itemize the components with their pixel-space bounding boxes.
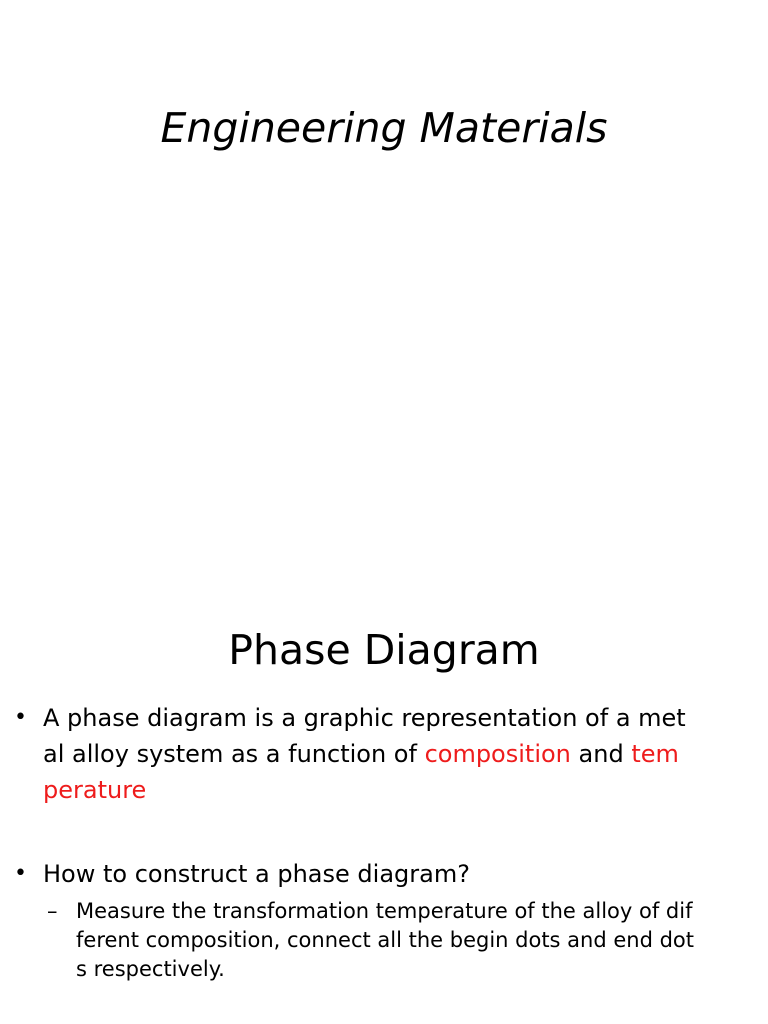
bullet-text	[43, 700, 763, 808]
sub-bullet-line-1: Measure the transformation temperature of the alloy of dif	[76, 899, 693, 923]
bullet-line-2-mid: and	[570, 740, 632, 768]
highlight-composition: composition	[424, 740, 571, 768]
slide-title: Engineering Materials	[160, 104, 608, 152]
bullet-line-1: A phase diagram is a graphic representation of a met	[43, 704, 686, 732]
bullet-mark: •	[14, 861, 27, 886]
sub-bullet-line-3: s respectively.	[76, 957, 225, 981]
highlight-temperature-part2: perature	[43, 776, 147, 804]
bullet-line-2-prefix: al alloy system as a function of	[43, 740, 425, 768]
sub-bullet-text	[76, 897, 694, 984]
bullet-line-2	[43, 736, 763, 772]
bullet-mark: •	[14, 705, 27, 730]
section-heading: Phase Diagram	[228, 626, 540, 674]
sub-bullet-mark: –	[47, 899, 58, 923]
sub-bullet-line-2: ferent composition, connect all the begin dots and end dot	[76, 928, 695, 952]
bullet-text: How to construct a phase diagram?	[43, 860, 470, 888]
highlight-temperature-part1: tem	[631, 740, 679, 768]
